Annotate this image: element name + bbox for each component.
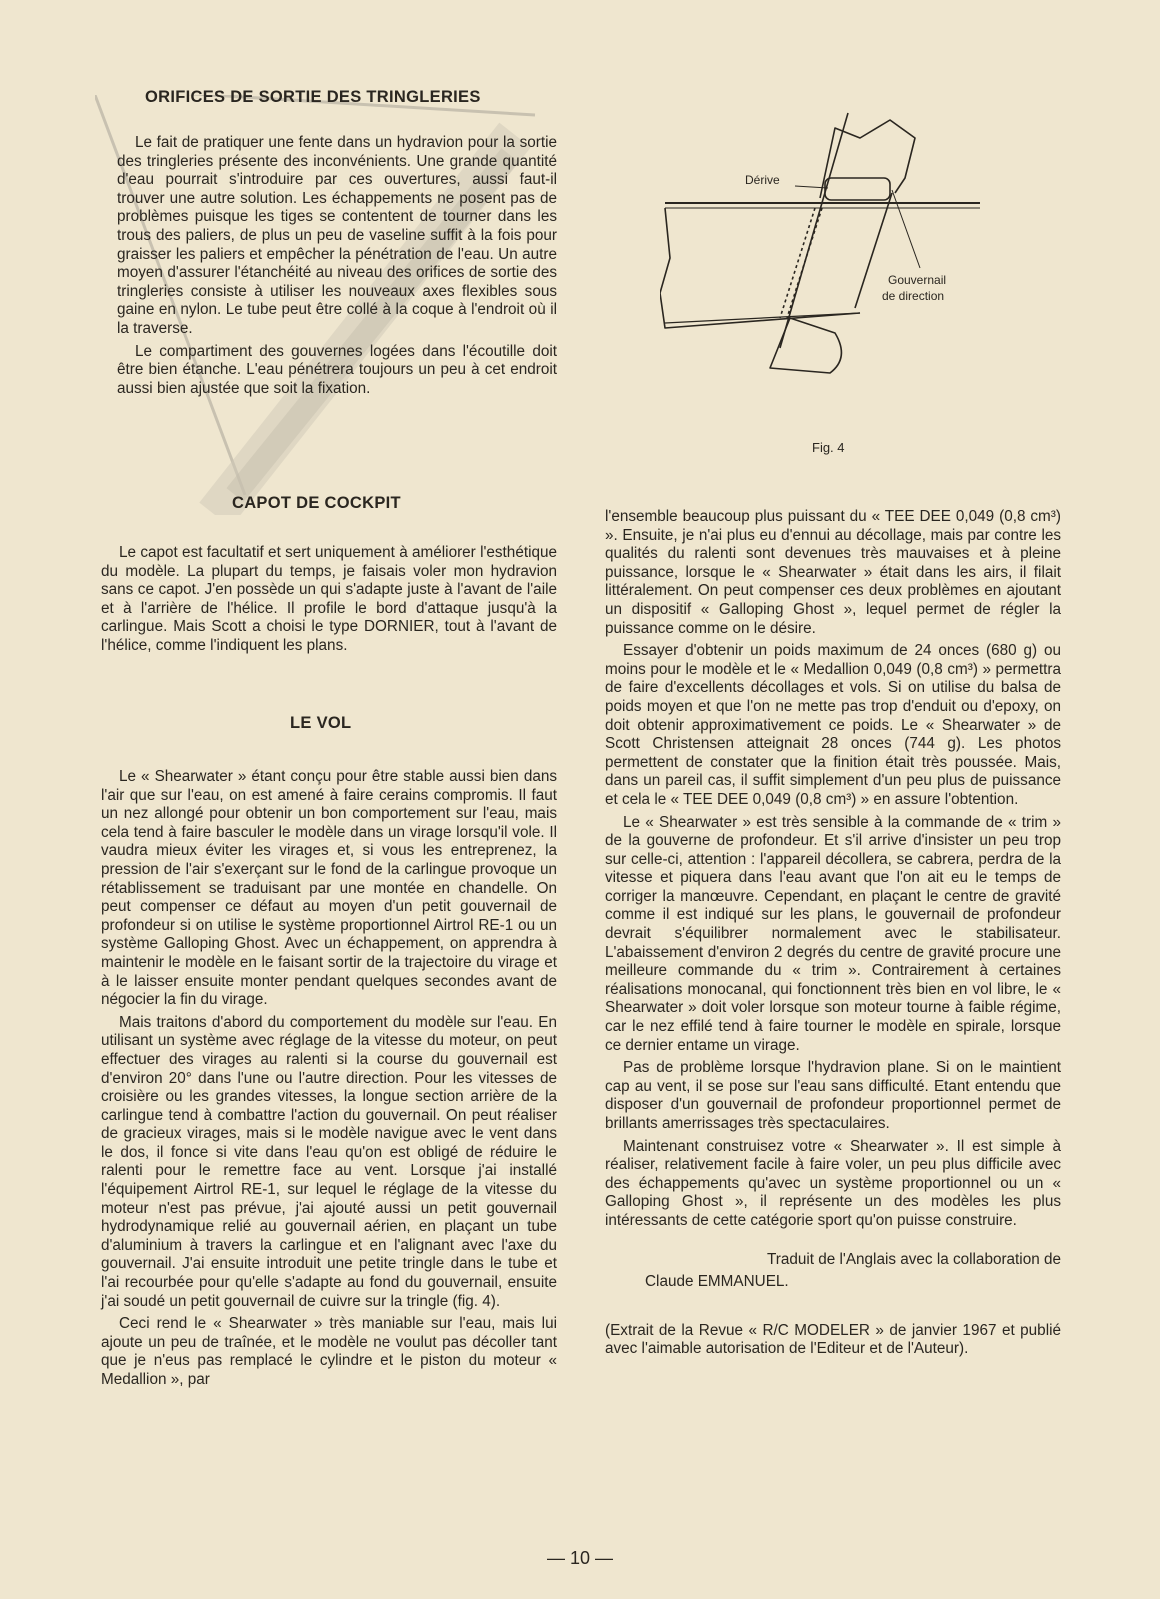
figure-caption-wrap [812, 440, 845, 455]
right-column-body [605, 508, 1061, 1363]
section-capot-body [101, 544, 557, 660]
section-title: CAPOT DE COCKPIT [232, 494, 401, 512]
section-title: LE VOL [290, 714, 352, 732]
label-derive: Dérive [745, 173, 780, 187]
credit-name: Claude EMMANUEL. [645, 1273, 789, 1291]
paragraph: l'ensemble beaucoup plus puissant du « TEE DEE 0,049 (0,8 cm³) ». Ensuite, je n'ai plus eu d'ennui au décollage, mais par contre les qualités du ralenti sont devenues très mauvaises et à pleine puissance, lorsque le « Shearwater » était dans les airs, il filait littéralement. On peut compenser ces deux problèmes en ajoutant un dispositif « Galloping Ghost », lequel permet de régler la puissance comme on le désire. [605, 508, 1061, 637]
section-orifices-body [117, 134, 557, 402]
paragraph: Le compartiment des gouvernes logées dans l'écoutille doit être bien étanche. L'eau pénétrera toujours un peu à cet endroit aussi bien ajustée que soit la fixation. [117, 342, 557, 397]
page-number: — 10 — [546, 1548, 614, 1568]
section-title: ORIFICES DE SORTIE DES TRINGLERIES [145, 88, 481, 106]
label-gouvernail: Gouvernail [888, 273, 947, 287]
rudder-diagram [660, 108, 1000, 398]
paragraph: Ceci rend le « Shearwater » très maniable sur l'eau, mais lui ajoute un peu de traînée, et le modèle ne voulut pas décoller tant que je n'eus pas remplacé le cylindre et le piston du moteur « Medallion », par [101, 1315, 557, 1388]
paragraph: Pas de problème lorsque l'hydravion plane. Si on le maintient cap au vent, il se pose sur l'eau sans difficulté. Etant entendu que disposer d'un gouvernail de profondeur proportionnel permet de brillants amerrissages très spectaculaires. [605, 1059, 1061, 1132]
paragraph: Maintenant construisez votre « Shearwater ». Il est simple à réaliser, relativement facile à faire voler, un peu plus difficile avec des échappements qu'avec un système proportionnel ou un « Galloping Ghost », il représente un des modèles les plus intéressants de cette catégorie sport qu'on puisse construire. [605, 1137, 1061, 1229]
paragraph: Le fait de pratiquer une fente dans un hydravion pour la sortie des tringleries présente des inconvénients. Une grande quantité d'eau pourrait s'introduire par ces ouvertures, aussi faut-il trouver une autre solution. Les échappements ne posent pas de problèmes puisque les tiges se contentent de tourner dans les trous des paliers, de plus un peu de vaseline suffit à la fois pour graisser les paliers et empêcher la pénétration de l'eau. Un autre moyen d'assurer l'étanchéité au niveau des orifices de sortie des tringleries consiste à utiliser les nouveaux axes flexibles sous gaine en nylon. Le tube peut être collé à la coque à l'endroit où il la traverse. [117, 134, 557, 337]
section-vol-body [101, 768, 557, 1394]
figure-caption: Fig. 4 [812, 440, 845, 455]
section-capot-title-wrap [232, 494, 401, 513]
credit-line: Traduit de l'Anglais avec la collaboration de [766, 1250, 1061, 1268]
label-direction: de direction [882, 289, 945, 303]
section-vol-title-wrap [290, 714, 351, 733]
paragraph: Le « Shearwater » est très sensible à la commande de « trim » de la gouverne de profondeur. Et s'il arrive d'insister un peu trop sur celle-ci, attention : l'appareil décollera, se cabrera, perdra de la vitesse et piquera dans l'eau avant que l'on ait eu le temps de corriger la manœuvre. Cependant, en plaçant le centre de gravité comme il est indiqué sur les plans, le gouvernail de profondeur devrait s'équilibrer normalement avec le stabilisateur. L'abaissement d'environ 2 degrés du centre de gravité procure une meilleure commande du « trim ». Contrairement à certaines réalisations monocanal, qui fonctionnent très bien en vol libre, le « Shearwater » doit voler lorsque son moteur tourne à faible régime, car le nez effilé tend à faire tourner le modèle en spirale, lorsque ce dernier entame un virage. [605, 813, 1061, 1054]
paragraph: Le « Shearwater » étant conçu pour être stable aussi bien dans l'air que sur l'eau, on est amené à faire cerains compromis. Il faut un nez allongé pour obtenir un bon comportement sur l'eau, mais cela tend à faire basculer le modèle dans un virage lorsqu'il vole. Il vaudra mieux éviter les virages et, si vous les entreprenez, la pression de l'air s'exerçant sur le fond de la carlingue provoque un rétablissement se traduisant par une montée en chandelle. On peut compenser ce défaut au moyen d'un petit gouvernail de profondeur si on utilise le système proportionnel Airtrol RE-1 ou un système Galloping Ghost. Avec un échappement, on apprendra à maintenir le modèle en le faisant sortir de la trajectoire du virage et à le laisser ensuite monter pendant quelques secondes avant de négocier la fin du virage. [101, 768, 557, 1009]
paragraph: Essayer d'obtenir un poids maximum de 24 onces (680 g) ou moins pour le modèle et le « Medallion 0,049 (0,8 cm³) » permettra de faire d'excellents décollages et vols. Si on utilise du balsa de poids moyen et que l'on ne mette pas trop d'enduit ou d'epoxy, on doit obtenir approximativement ce poids. Le « Shearwater » de Scott Christensen atteignait 28 onces (744 g). Les photos permettent de constater que la finition était très poussée. Mais, dans un pareil cas, il suffit simplement d'un peu plus de puissance et cela le « TEE DEE 0,049 (0,8 cm³) » en assure l'obtention. [605, 642, 1061, 808]
paragraph: Mais traitons d'abord du comportement du modèle sur l'eau. En utilisant un système avec réglage de la vitesse du moteur, on peut effectuer des virages au ralenti si la course du gouvernail est d'environ 20° dans l'une ou l'autre direction. Pour les vitesses de croisière ou les grandes vitesses, la longue section arrière de la carlingue tend à combattre l'action du gouvernail. On peut réaliser de gracieux virages, mais si le modèle navigue avec le vent dans le dos, il fonce si vite dans l'eau qu'on est obligé de réduire le ralenti pour le remettre face au vent. Lorsque j'ai installé l'équipement Airtrol RE-1, sur lequel le réglage de la vitesse du moteur n'est pas prévue, j'ai ajouté aussi un petit gouvernail hydrodynamique relié au gouvernail aérien, en plaçant un tube d'aluminium à travers la carlingue et en l'alignant avec l'axe du gouvernail. J'ai ensuite introduit une petite tringle dans le tube et l'ai recourbée pour qu'elle s'adapte au fond du gouvernail, ensuite j'ai soudé un petit gouvernail de cuivre sur la tringle (fig. 4). [101, 1013, 557, 1310]
paragraph: Le capot est facultatif et sert uniquement à améliorer l'esthétique du modèle. La plupart du temps, je faisais voler mon hydravion sans ce capot. J'en possède un qui s'adapte juste à l'avant de l'aile et à l'arrière de l'hélice. Il profile le bord d'attaque jusqu'à la carlingue. Mais Scott a choisi le type DORNIER, tout à l'avant de l'hélice, comme l'indiquent les plans. [101, 544, 557, 654]
page-number-wrap [0, 1548, 1160, 1569]
section-orifices-title-wrap [145, 88, 481, 107]
source-note: (Extrait de la Revue « R/C MODELER » de janvier 1967 et publié avec l'aimable autorisation de l'Editeur et de l'Auteur). [605, 1321, 1061, 1358]
